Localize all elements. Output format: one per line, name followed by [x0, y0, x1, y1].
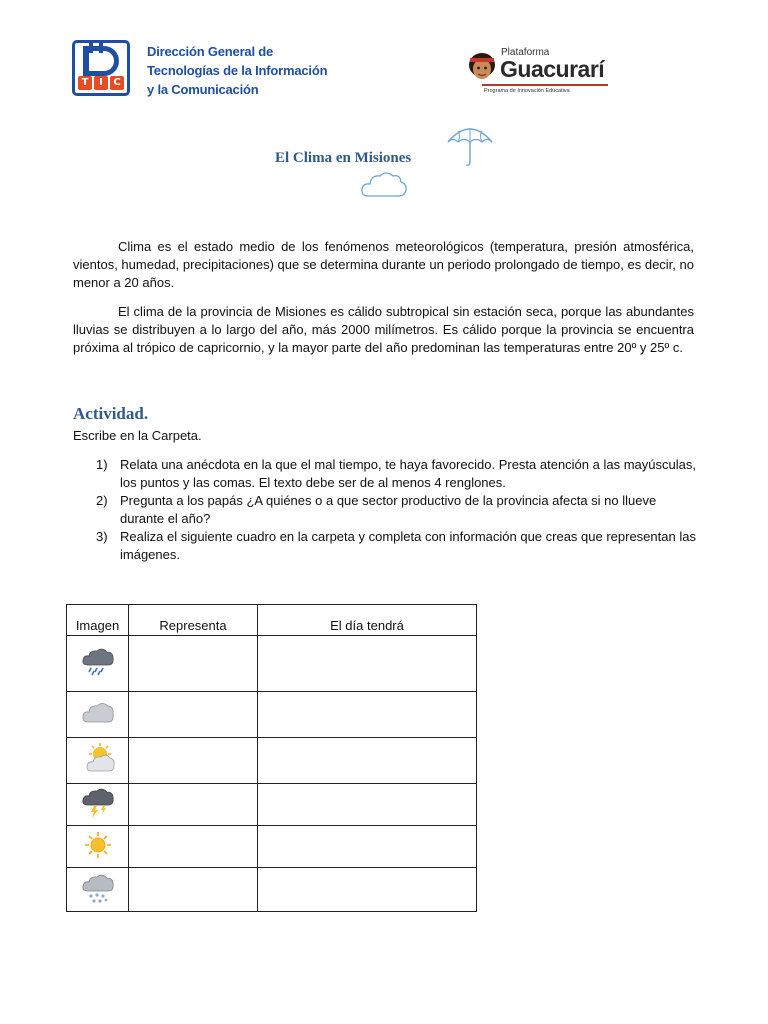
icon-cell	[67, 826, 129, 868]
guacurari-subtitle: Programa de Innovación Educativa	[484, 88, 570, 94]
header-dia-tendra: El día tendrá	[258, 605, 477, 636]
guacurari-face-icon	[468, 52, 496, 82]
activity-intro: Escribe en la Carpeta.	[73, 428, 202, 443]
paragraph-misiones: El clima de la provincia de Misiones es cálido subtropical sin estación seca, porque las abundantes lluvias se distribuyen a lo largo del año, más 2000 milímetros. Es cálido porque la provincia se encuentra próxima al trópico de capricornio, y la mayor parte del año predominan las temperaturas entre 20º y 25º c.	[73, 304, 694, 355]
representa-cell	[129, 784, 258, 826]
dgtic-name-line: y la Comunicación	[147, 82, 259, 97]
cloud-icon	[360, 170, 408, 200]
partly-cloudy-icon	[80, 743, 116, 775]
rain-cloud-icon	[81, 647, 115, 677]
list-item	[96, 528, 696, 564]
paragraph-definition: Clima es el estado medio de los fenómenos meteorológicos (temperatura, presión atmosférica, vientos, humedad, precipitaciones) que se determina durante un periodo prolongado de tiempo, es decir, no menor a 20 años.	[73, 239, 694, 290]
logo-letter-i: I	[94, 76, 108, 90]
dgtic-name	[147, 42, 377, 99]
task-text: Realiza el siguiente cuadro en la carpeta y completa con información que creas que representan las imágenes.	[120, 529, 696, 562]
dgtic-name-line: Tecnologías de la Información	[147, 63, 328, 78]
icon-cell	[67, 738, 129, 784]
snow-cloud-icon	[81, 871, 115, 905]
icon-cell	[67, 636, 129, 692]
list-item	[96, 492, 696, 528]
dia-tendra-cell	[258, 738, 477, 784]
header-imagen: Imagen	[67, 605, 129, 636]
logo-d-shape	[83, 46, 119, 76]
task-number: 1)	[96, 457, 108, 472]
icon-cell	[67, 784, 129, 826]
icon-cell	[67, 692, 129, 738]
dgtic-name-line: Dirección General de	[147, 44, 274, 59]
header-representa: Representa	[129, 605, 258, 636]
dia-tendra-cell	[258, 826, 477, 868]
activity-heading: Actividad.	[73, 404, 149, 423]
dia-tendra-cell	[258, 784, 477, 826]
dia-tendra-cell	[258, 636, 477, 692]
guacurari-small-label: Plataforma	[501, 47, 550, 58]
thunderstorm-icon	[81, 787, 115, 819]
representa-cell	[129, 868, 258, 912]
dia-tendra-cell	[258, 692, 477, 738]
guacurari-underline	[482, 84, 608, 86]
table-row	[67, 784, 477, 826]
representa-cell	[129, 636, 258, 692]
task-list	[96, 456, 696, 564]
logo-letter-t: T	[78, 76, 92, 90]
icon-cell	[67, 868, 129, 912]
representa-cell	[129, 826, 258, 868]
table-row	[67, 738, 477, 784]
dgtic-logo	[72, 40, 130, 96]
cloudy-icon	[81, 700, 115, 726]
guacurari-logo	[468, 44, 613, 99]
page-title: El Clima en Misiones	[275, 150, 412, 166]
table-header-row	[67, 605, 477, 636]
weather-table	[66, 604, 477, 912]
representa-cell	[129, 692, 258, 738]
task-number: 2)	[96, 493, 108, 508]
umbrella-icon	[444, 122, 496, 168]
logo-tic-letters	[78, 76, 124, 90]
sun-icon	[83, 830, 113, 860]
task-text: Pregunta a los papás ¿A quiénes o a que sector productivo de la provincia afecta si no llueve durante el año?	[120, 493, 657, 526]
dia-tendra-cell	[258, 868, 477, 912]
task-number: 3)	[96, 529, 108, 544]
table-row	[67, 636, 477, 692]
guacurari-brand: Guacurarí	[500, 56, 605, 82]
table-row	[67, 692, 477, 738]
table-row	[67, 826, 477, 868]
logo-letter-c: C	[110, 76, 124, 90]
list-item	[96, 456, 696, 492]
task-text: Relata una anécdota en la que el mal tiempo, te haya favorecido. Presta atención a las mayúsculas, los puntos y las comas. El texto debe ser de al menos 4 renglones.	[120, 457, 696, 490]
representa-cell	[129, 738, 258, 784]
table-row	[67, 868, 477, 912]
